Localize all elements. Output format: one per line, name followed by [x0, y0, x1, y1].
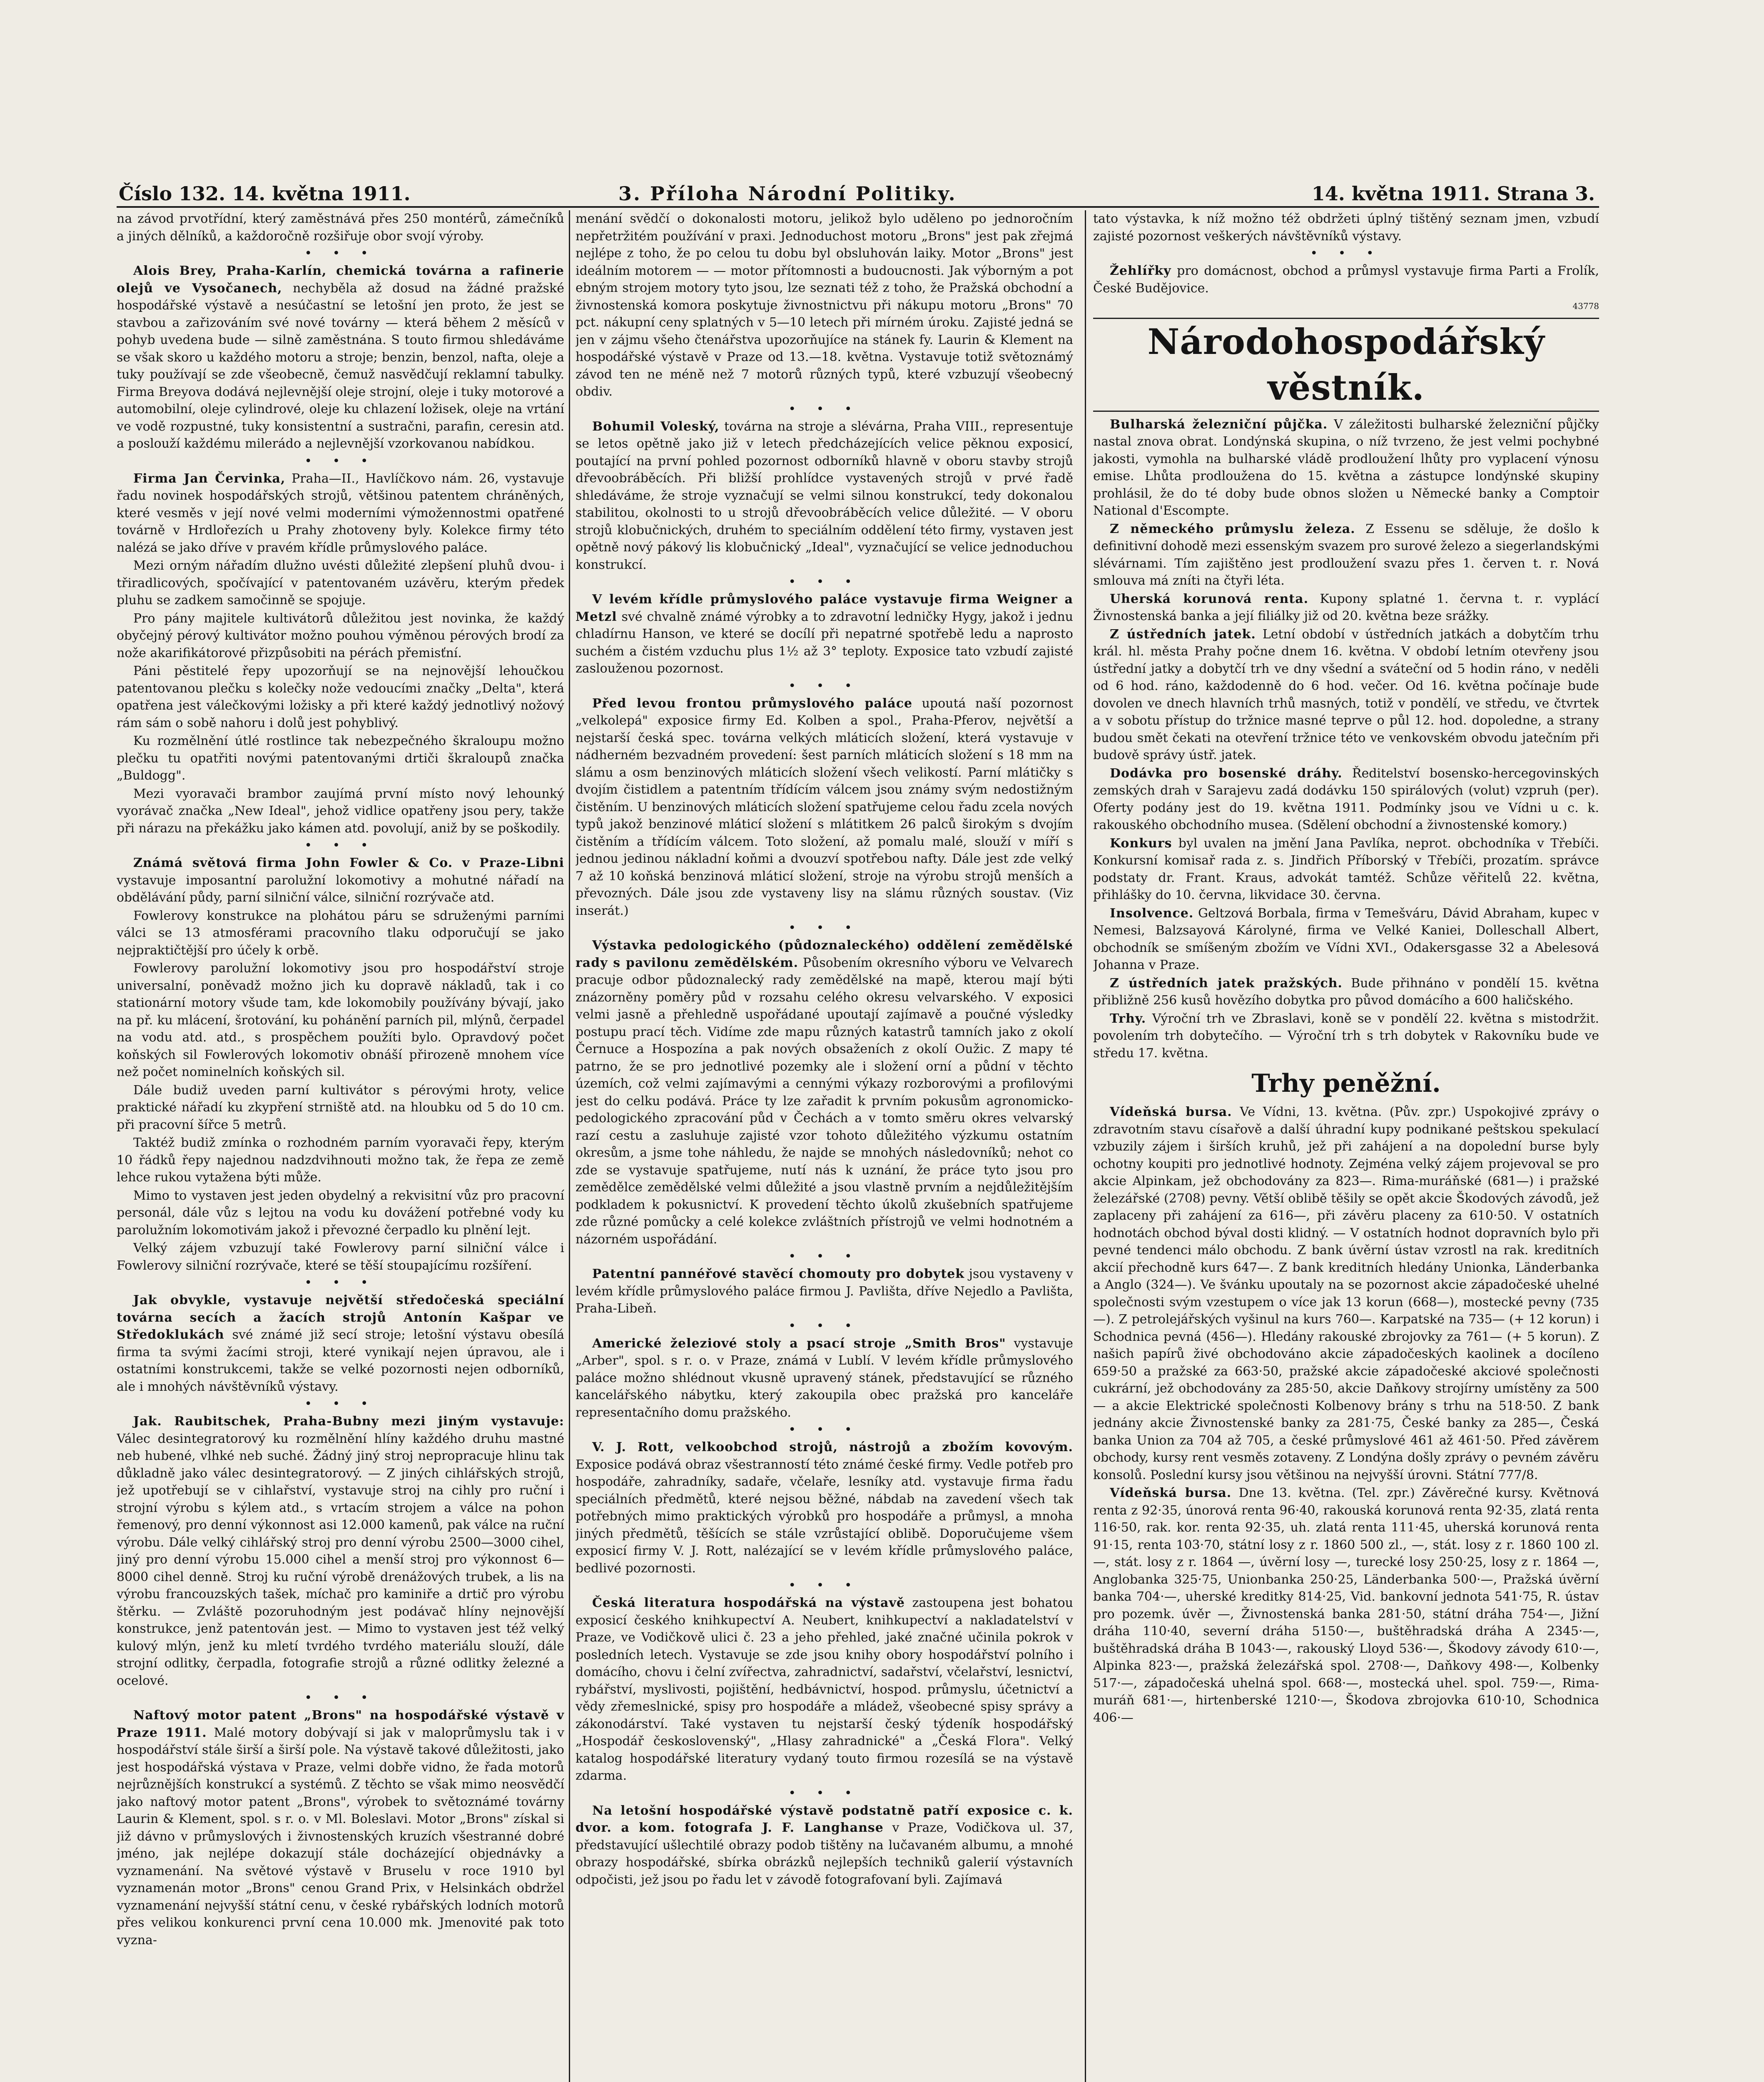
- article-paragraph: V levém křídle průmyslového paláce vystavuje firma Weigner a Metzl své chvalně známé výrobky a to zdravotní ledničky Hygy, jakož i jednu chladírnu Hanson, ve které se docílí při nepatrné spotřebě ledu a naprosto suchém a čistém vzduchu plus 1½ až 3° teploty. Exposice tato vzbudí zajisté zaslouženou pozornost.: [576, 592, 1073, 676]
- market-lead: Vídeňská bursa.: [1110, 1105, 1232, 1119]
- separator-dots: • • •: [788, 1422, 860, 1437]
- article-paragraph: na závod prvotřídní, který zaměstnává přes 250 montérů, zámečníků a jiných dělníků, a každoročně rozšiřuje obor svojí výroby.: [117, 212, 564, 244]
- article-paragraph: Dále budiž uveden parní kultivátor s pérovými hroty, velice praktické nářadí ku zkypření strniště atd. na hloubku od 5 do 10 cm. při pracovní šířce 5 metrů.: [117, 1083, 564, 1132]
- column-divider: [1085, 210, 1086, 2082]
- news-item: Uherská korunová renta. Kupony splatné 1. června t. r. vyplácí Živnostenská banka a její filiálky již od 20. května beze srážky.: [1093, 591, 1599, 623]
- article-lead: Bohumil Voleský,: [592, 419, 720, 434]
- separator-dots: • • •: [304, 453, 376, 468]
- separator-dots: • • •: [788, 1786, 860, 1801]
- article-lead: Naftový motor patent „Brons" na hospodářské výstavě v Praze 1911.: [117, 1708, 564, 1740]
- article-lead: Jak. Raubitschek, Praha-Bubny mezi jiným vystavuje:: [133, 1414, 564, 1429]
- news-lead: Uherská korunová renta.: [1110, 591, 1309, 606]
- article-lead: Žehlířky: [1110, 264, 1171, 278]
- news-lead: Bulharská železniční půjčka.: [1110, 417, 1328, 432]
- page-date-number: 14. května 1911. Strana 3.: [1311, 182, 1595, 205]
- article-lead: Známá světová firma John Fowler & Co. v Praze-Libni: [133, 856, 564, 870]
- news-lead: Z ústředních jatek pražských.: [1110, 976, 1343, 991]
- separator-dots: • • •: [304, 838, 376, 853]
- separator-dots: • • •: [788, 401, 860, 416]
- article-paragraph: Mezi vyoravači brambor zaujímá první místo nový lehounký vyorávač značka „New Ideal", jehož vidlice opatřeny jsou pery, takže při nárazu na překážku jako kámen atd. povolují, aniž by se poškodily.: [117, 786, 564, 836]
- news-item: Konkurs byl uvalen na jmění Jana Pavlíka, neprot. obchodníka v Třebíči. Konkursní komisař rada z. s. Jindřich Příborský v Třebíči, prozatím. správce podstaty dr. Frant. Kraus, advokát tamtéž. Schůze věřitelů 22. května, přihlášky do 10. června, likvidace 30. června.: [1093, 836, 1599, 902]
- article-paragraph: menání svědčí o dokonalosti motoru, jelikož bylo uděleno po jednoročním nepřetržitém používání v praxi. Jednoduchost motoru „Brons" jest pak zřejmá nejlépe z toho, že po celou tu dobu byl obsluhován laiky. Motor „Brons" jest ideálním motorem — — motor přítomnosti a budoucnosti. Jak výborným a pot ebným strojem motory tyto jsou, lze seznati též z toho, že Pražská obchodní a živnostenská komora poskytuje živnostnictvu při nákupu motoru „Brons" 70 pct. nákupní ceny splatných v 5—10 letech při mírném úroku. Zajisté jedná se jen v zájmu všeho čtenářstva upozorňujíce na stánek fy. Laurin & Klement na hospodářské výstavě v Praze od 13.—18. května. Vystavuje totiž světoznámý závod ten ne méně než 7 motorů různých typů, které vzbuzují všeobecný obdiv.: [576, 212, 1073, 399]
- news-lead: Insolvence.: [1110, 906, 1194, 921]
- article-paragraph: Alois Brey, Praha-Karlín, chemická továrna a rafinerie olejů ve Vysočanech, nechyběla až dosud na žádné pražské hospodářské výstavě a nesúčastní se letošní jen proto, že jest se stavbou a zařizováním své nové továrny — která během 2 měsíců v pohyb uvedena bude — silně zaměstnána. S touto firmou shledáváme se však skoro u každého motoru a stroje; benzin, benzol, nafta, oleje a tuky používají se zde všeobecně, čemuž nasvědčují reklamní tabulky. Firma Breyova dodává nejlevnější oleje strojní, oleje i tuky motorové a automobilní, oleje cylindrové, oleje ku chlazení ložisek, oleje na vrtání ve vodě rozpustné, tuky konsistentní a sustračni, parafin, ceresin atd. a poslouží každému milerádo a nejlevnější vzorkovanou nabídkou.: [117, 264, 564, 451]
- news-lead: Z ústředních jatek.: [1110, 627, 1256, 642]
- news-item: Z ústředních jatek. Letní období v ústředních jatkách a dobytčím trhu král. hl. města Prahy počne dnem 16. května. V období letním otevřeny jsou ústřední jatky a dobytčí trh ve dny všední a sváteční od 5 hodin ráno, v neděli od 6 hod. ráno, každodenně do 6 hod. večer. Od 16. května počínaje bude dovolen ve dnech hlavních trhů masných, totiž v pondělí, ve středu, ve čtvrtek a v sobotu přístup do tržnice masné teprve o půl 12. hod. dopoledne, a strany budou smět čekati na otevření tržnice této ve venkovském obvodu jatečním při budově správy ústř. jatek.: [1093, 627, 1599, 762]
- separator-dots: • • •: [304, 1275, 376, 1290]
- article-paragraph: Česká literatura hospodářská na výstavě zastoupena jest bohatou exposicí českého knihkupectví A. Neubert, knihkupectví a nakladatelství v Praze, ve Vodičkově ulici č. 23 a jeho přehled, jaké značné učinila pokrok v posledních letech. Vystavuje se zde jsou knihy obory hospodářství polního i domácího, chovu i čelní zvířectva, zahradnictví, sadařství, včelařství, lesnictví, rybářství, myslivosti, pojištění, hedbávnictví, hospod. průmyslu, účetnictví a vědy zřemeslnické, spisy pro hospodáře a mládež, všeobecné spisy správy a zákonodárství. Také vystaven tu nejstarší český týdeník hospodářský „Hospodář československý", „Hlasy zahradnické" a „Česká Flora". Velký katalog hospodářské literatury vydaný touto firmou rozesílá se na výstavě zdarma.: [576, 1596, 1073, 1783]
- page-header: [119, 183, 1595, 204]
- article-paragraph: Velký zájem vzbuzují také Fowlerovy parní silniční válce i Fowlerovy silniční rozrývače, které se těší stoupajícímu rozšíření.: [117, 1241, 564, 1273]
- supplement-title: 3. Příloha Národní Politiky.: [618, 182, 957, 205]
- article-paragraph: Bohumil Voleský, továrna na stroje a slévárna, Praha VIII., representuje se letos opětně jako již v letech předcházejících velice pěknou exposicí, poutající na první pohled pozornost odborníků hlavně v oboru stavby strojů dřevoobráběcích. Při bližší prohlídce vystavených strojů v prvé řadě shledáváme, že stroje vyznačují se velmi silnou konstrukcí, tedy dokonalou stabilitou, okolnosti to u strojů dřevoobráběcích velice důležité. — V oboru strojů klobučnických, druhém to speciálním oddělení této firmy, vystaven jest opětně nový pákový lis klobučnický „Ideal", vyznačující se velice jednoduchou konstrukcí.: [576, 419, 1073, 572]
- article-paragraph: Fowlerovy konstrukce na plohátou páru se sdruženými parními válci se 13 atmosférami pracovního tlaku odporučují se jako nejpraktičtější pro účely k orbě.: [117, 908, 564, 958]
- article-lead: Jak obvykle, vystavuje největší středočeská speciální továrna secích a žacích strojů Antonín Kašpar ve Středoklukách: [117, 1293, 564, 1342]
- separator-dots: • • •: [788, 678, 860, 693]
- article-lead: Americké železiové stoly a psací stroje „Smith Bros": [592, 1336, 1006, 1351]
- advertisement-paragraph: Žehlířky pro domácnost, obchod a průmysl vystavuje firma Parti a Frolík, České Budějovice.: [1093, 264, 1599, 296]
- article-paragraph: Páni pěstitelé řepy upozorňují se na nejnovější lehoučkou patentovanou plečku s kolečky nože vedoucími značky „Delta", která opatřena jest válečkovými ložisky a při které každý jednotlivý nožový rám sám o sobě nahoru i dolů jest pohyblivý.: [117, 664, 564, 730]
- article-paragraph: Známá světová firma John Fowler & Co. v Praze-Libni vystavuje imposantní parolužní lokomotivy a mohutné nářadí na obdělávání půdy, parní silniční válce, silniční rozrývače atd.: [117, 856, 564, 905]
- article-paragraph: Mimo to vystaven jest jeden obydelný a rekvisitní vůz pro pracovní personál, dále vůz s lejtou na vodu ku dovážení potřebné vody ku parolužním lokomotivám jakož i převozné čerpadlo ku plnění lejt.: [117, 1188, 564, 1238]
- column-divider: [569, 210, 570, 2082]
- article-lead: V levém křídle průmyslového paláce vystavuje firma Weigner a Metzl: [576, 592, 1073, 624]
- news-lead: Konkurs: [1110, 836, 1172, 851]
- separator-dots: • • •: [788, 1318, 860, 1333]
- article-paragraph: Fowlerovy parolužní lokomotivy jsou pro hospodářství stroje universalní, poněvadž možno jich ku dopravě nákladů, tak i co stationární motory všude tam, kde lokomobily používány bývají, jako na př. ku mlácení, šrotování, ku pohánění parních pil, mlýnů, čerpadel na vodu atd. atd., s prospěchem použíti bylo. Opravdový počet koňských sil Fowlerových lokomotiv obnáší přirozeně mnohem více než počet nominelních koňských sil.: [117, 961, 564, 1079]
- article-paragraph: Výstavka pedologického (půdoznaleckého) oddělení zemědělské rady s pavilonu zemědělském. Působením okresního výboru ve Velvarech pracuje odbor půdoznalecký rady zemědělské na mapě, kterou mají býti znázorněny poměry půd v rozsahu celého okresu velvarského. V exposici velmi jasně a přehledně uspořádané upoutají zajímavě a poučné výsledky postupu prací těch. Vidíme zde mapu různých katastrů tamních jako z okolí Černuce a Hospozína a pak nových obsaženích z okolí Oužic. Z mapy té patrno, že se pro jednotlivé pozemky ale i složení orní a půdní v těchto územích, což velmi zajímavými a cennými výkazy rozborovými a profilovými jest do celku podává. Práce ty lze zařadit k prvním pokusům agronomicko-pedologického zpracování půd v Čechách a v tomto směru okres velvarský razí cestu a zasluhuje zajisté vzor tohoto důležitého výzkumu ostatním okresům, a jsme tohe náhledu, že najde se mnohých následovníků; nehot co zde se vystavuje spatřujeme, nutí nás k uznání, že práce tyto jsou pro zemědělce zemědělské velmi důležité a jsou vlastně prvním a nejdůležitějším podkladem k pokusnictví. K provedení těchto úkolů zkušebních spatřujeme zde různé pomůcky a celé kolekce zvláštních přístrojů ve velmi hodnotném a názorném uspořádání.: [576, 938, 1073, 1247]
- section-masthead: Národohospodářský věstník.: [1093, 318, 1599, 412]
- article-paragraph: Pro pány majitele kultivátorů důležitou jest novinka, že každý obyčejný pérový kultivátor možno pouhou výměnou pérových brodí za nože akarifikátorové přizpůsobiti na pérách přemisťní.: [117, 611, 564, 660]
- section-subheading: Trhy peněžní.: [1251, 1069, 1441, 1098]
- article-lead: Výstavka pedologického (půdoznaleckého) oddělení zemědělské rady s pavilonu zemědělském.: [576, 938, 1073, 970]
- news-lead: Z německého průmyslu železa.: [1110, 521, 1355, 536]
- news-item: Insolvence. Geltzová Borbala, firma v Temešváru, Dávid Abraham, kupec v Nemesi, Balzsayová Károlyné, firma ve Velké Kaniei, Dolleschall Albert, obchodník se smíšeným zbožím ve Vídni XVI., Odakersgasse 32 a Abelesová Johanna v Praze.: [1093, 906, 1599, 972]
- article-paragraph: Naftový motor patent „Brons" na hospodářské výstavě v Praze 1911. Malé motory dobývají si jak v maloprůmyslu tak i v hospodářství stále širší a širší pole. Na výstavě takové důležitosti, jako jest hospodářská výstava v Praze, velmi dobře vidno, že řada motorů nejrůznějších konstrukcí a systémů. Z těchto se však mimo neosvědčí jako naftový motor patent „Brons", výrobek to světoznámé továrny Laurin & Klement, spol. s r. o. v Ml. Boleslavi. Motor „Brons" získal si již dávno v průmyslových i živnostenských kruzích všestranné dobré jméno, jak nejlépe dokazují stále docházející objednávky a vyznamenání. Na světové výstavě v Bruselu v roce 1910 byl vyznamenán motor „Brons" cenou Grand Prix, v Helsinkách obdržel vyznamenání nejvyšší státní cenu, v české rybářských lodních motorů přes velikou konkurenci první cena 10.000 mk. Jmenovité pak toto vyzna-: [117, 1708, 564, 1948]
- news-item: Z německého průmyslu železa. Z Essenu se sděluje, že došlo k definitivní dohodě mezi essenským svazem pro surové železo a siegerlandskými slévárnami. Tím zajištěno jest prodloužení svazu přes 1. červen t. r. Nová smlouva má zníti na čtyři léta.: [1093, 521, 1599, 588]
- article-lead: Česká literatura hospodářská na výstavě: [592, 1596, 905, 1610]
- article-paragraph: Americké železiové stoly a psací stroje „Smith Bros" vystavuje „Arber", spol. s r. o. v Praze, známá v Lublí. V levém křídle průmyslového paláce možno shlédnout vkusně upravený stánek, představující se různého kancelářského nábytku, který zakoupila obec pražská pro kanceláře representačního domu pražského.: [576, 1336, 1073, 1420]
- article-lead: Patentní pannéřové stavěcí chomouty pro dobytek: [592, 1267, 965, 1281]
- column-1: [117, 210, 564, 2082]
- news-item: Dodávka pro bosenské dráhy. Ředitelství bosensko-hercegovinských zemských drah v Sarajevu zadá dodávku 150 spirálových (volut) vzpruh (per). Oferty podány jest do 19. května 1911. Podmínky jsou ve Vídni u c. k. rakouského obchodního musea. (Sdělení obchodní a živnostenské komory.): [1093, 766, 1599, 832]
- article-paragraph: Na letošní hospodářské výstavě podstatně patří exposice c. k. dvor. a kom. fotografa J. F. Langhanse v Praze, Vodičkova ul. 37, představující ušlechtilé obrazy podob tištěny na lučavaném albumu, a mnohé obrazy hospodářské, sbírka obrázků nejlepších techniků galerií výstavních odpočisti, jež jsou po řadu let v závodě fotografovaní byli. Zajímavá: [576, 1803, 1073, 1887]
- header-rule: [117, 206, 1599, 208]
- article-paragraph: V. J. Rott, velkoobchod strojů, nástrojů a zbožím kovovým. Exposice podává obraz všestranností této známé české firmy. Vedle potřeb pro hospodáře, zahradníky, sadaře, včelaře, lesníky atd. vystavuje firma řadu speciálních předmětů, které nejsou běžné, nábdab na zavedení všech tak potřebných mimo praktických výrobků pro hospodáře a průmysl, a mnoha jiných předmětů, těšících se stále vzrůstající oblibě. Doporučujeme všem exposicí firmy V. J. Rott, nalézající se v levém křídle průmyslového paláce, bedlivé pozornosti.: [576, 1440, 1073, 1576]
- separator-dots: • • •: [304, 1691, 376, 1705]
- article-lead: Na letošní hospodářské výstavě podstatně patří exposice c. k. dvor. a kom. fotografa J. F. Langhanse: [576, 1803, 1073, 1835]
- separator-dots: • • •: [1310, 246, 1382, 261]
- article-paragraph: Firma Jan Červinka, Praha—II., Havlíčkovo nám. 26, vystavuje řadu novinek hospodářských strojů, většinou patentem chráněných, které vesměs v její nové velmi moderními výmožennostmi opatřené továrně v Hrdlořezích u Prahy zhotoveny byly. Kolekce firmy této nalézá se jako dříve v pravém křídle průmyslového paláce.: [117, 471, 564, 555]
- separator-dots: • • •: [788, 1249, 860, 1264]
- article-lead: V. J. Rott, velkoobchod strojů, nástrojů a zbožím kovovým.: [592, 1440, 1073, 1454]
- article-lead: Před levou frontou průmyslového paláce: [592, 696, 913, 711]
- issue-number-date: Číslo 132. 14. května 1911.: [119, 182, 411, 205]
- news-lead: Trhy.: [1110, 1011, 1146, 1026]
- market-report: Vídeňská bursa. Ve Vídni, 13. května. (Pův. zpr.) Uspokojivé zprávy o zdravotním stavu císařově a další úhradní kupy podnikané peštskou spekulací vzbuzily zájem i širších kruhů, jež při zahájení a na dopolední burse byly ochotny koupiti pro jednotlivé hodnoty. Zejména velký zájem projevoval se pro akcie Alpinkam, jež obchodovány za 823—. Rima-muráňské (681—) i pražské železářské (2708) pevny. Větší oblibě těšily se opět akcie Škodových závodů, jež zaplaceny při zahájení za 616—, při závěru placeny za 610·50. V ostatních hodnotách obchod býval dosti klidný. — V ostatních hodnot dopravních bylo při pevné tendenci málo obchodu. Z bank úvěrní ústav vzrostl na rak. kreditních akcií přechodně kurs 647—. Z bank kreditních hledány Unionka, Länderbanka a Anglo (324—). Ve švánku upoutaly na se pozornost akcie západočeské uhelné společnosti svým vzestupem o více jak 13 korun (668—), mostecké pevny (735—). Z petrolejářských vyšinul na kurs 760—. Karpatské na 735— (+ 12 korun) i Schodnica pevná (456—). Hledány rakouské zbrojovky za 761— (+ 5 korun). Z našich papírů živé obchodováno akcie západočeských kaolinek a docíleno 659·50 a pražské za 663·50, pražské akcie západočeské akciové společnosti cukrární, jež obchodovány za 285·50, akcie Daňkovy strojírny umístěny za 500— a akcie Elektrické společnosti Kolbenovy brány s trhu na 518·50. Z bank jednány akcie Živnostenské banky za 281·75, České banky za 285—, Česká banka Union za 704 až 705, a české průmyslové 461 až 461·50. Před závěrem obchody, kursy rent vesměs zotaveny. Z Londýna došly zprávy o pevném závěru konsolů. Poslední kursy jsou většinou na nejvyšší úrovni. Státní 777/8.: [1093, 1105, 1599, 1482]
- article-paragraph: Před levou frontou průmyslového paláce upoutá naší pozornost „velkolepá" exposice firmy Ed. Kolben a spol., Praha-Pferov, největší a nejstarší česká spec. továrna velkých mláticích složení, která vystavuje v nádherném bezvadném provedení: šest parních mláticích složení s 18 mm na slámu a osm benzinových mláticích složení všech velikostí. Parní mlátičky s dvojím čistidlem a patentním třídícím válcem jsou známy svým nedostižným čistěním. U benzinových mláticích složení spatřujeme celou řadu zcela nových typů jakož benzinové mláticí složení s mlátitkem 26 palců širokým s dvojím čistěním a třídícím válcem. Toto složení, až pomalu malé, slouží v míří s jednou jedinou nákladní koňmi a dvouzví spotřebou nafty. Dále jest zde velký 7 až 10 koňská benzinová mláticí složení, stroje na výrobu strojů menších a převozných. Dále jsou zde vystaveny lisy na slámu různých soustav. (Viz inserát.): [576, 696, 1073, 918]
- article-paragraph: Jak. Raubitschek, Praha-Bubny mezi jiným vystavuje: Válec desintegratorový ku rozmělnění hlíny každého druhu mastné neb hubené, vlhké neb suché. Žádný jiný stroj nepropracuje hlinu tak důkladně jako válec desintegratorový. — Z jiných cihlářských strojů, jež upotřebují se v cihlařství, vystavuje stroj na cihly pro ruční i strojní výrobu s kýlem atd., s vrtacím strojem a válce na pohon řemenový, pro denní výkonnost asi 12.000 kamenů, pak válce na ruční výrobu. Dále velký cihlářský stroj pro denní výrobu 2500—3000 cihel, jiný pro denní výrobu 15.000 cihel a menší stroj pro výkonnost 6—8000 cihel denně. Stroj ku ruční výrobě drenážových trubek, a lis na výrobu francouzských tašek, míchač pro kaminiře a drtič pro výrobu štěrku. — Zvláště pozoruhodným jest podávač hlíny nejnovější konstrukce, jenž patentován jest. — Mimo to vystaven jest též velký kulový mlýn, jenž ku mletí tvrdého tvrdého materiálu slouží, dále strojní odlitky, čerpadla, fotografie strojů a různé odlitky železné a ocelové.: [117, 1414, 564, 1688]
- article-paragraph: Taktéž budiž zmínka o rozhodném parním vyoravači řepy, kterým 10 řádků řepy najednou nadzdvihnouti možno tak, že řepa ze země lehce rukou vytažena býti může.: [117, 1136, 564, 1185]
- news-item: Bulharská železniční půjčka. V záležitosti bulharské železniční půjčky nastal znova obrat. Londýnská skupina, o níž tvrzeno, že jest velmi pochybné jakosti, vymohla na bulharské vládě prodloužení lhůty pro vyplacení výnosu emise. Lhůta prodloužena do 15. května a zástupce londýnské skupiny prohlásil, že do té doby bude obnos složen u Německé banky a Comptoir National d'Escompte.: [1093, 417, 1599, 518]
- article-paragraph: tato výstavka, k níž možno též obdržeti úplný tištěný seznam jmen, vzbudí zajisté pozornost veškerých návštěvníků výstavy.: [1093, 212, 1599, 244]
- article-paragraph: Ku rozmělnění útlé rostlince tak nebezpečného škraloupu možno plečku tu opatřiti novými patentovanými drtiči škraloupů značka „Buldogg".: [117, 734, 564, 783]
- article-lead: Firma Jan Červinka,: [133, 471, 286, 486]
- news-item: Z ústředních jatek pražských. Bude přihnáno v pondělí 15. května přibližně 256 kusů hovězího dobytka pro původ domácího a 600 haličského.: [1093, 976, 1599, 1008]
- market-lead: Vídeňská bursa.: [1110, 1486, 1232, 1500]
- separator-dots: • • •: [304, 1397, 376, 1411]
- separator-dots: • • •: [304, 246, 376, 261]
- article-paragraph: Patentní pannéřové stavěcí chomouty pro dobytek jsou vystaveny v levém křídle průmyslového paláce firmou J. Pavlišta, dříve Nejedlo a Pavlišta, Praha-Libeň.: [576, 1267, 1073, 1316]
- article-paragraph: Jak obvykle, vystavuje největší středočeská speciální továrna secích a žacích strojů Antonín Kašpar ve Středoklukách své známé již secí stroje; letošní výstavu obesílá firma ta svými žacími stroji, které vynikají nejen úpravou, ale i ostatními konstrukcemi, takže se velké pozornosti nejen odborníků, ale i mnohých návštěvníků výstavy.: [117, 1293, 564, 1394]
- article-paragraph: Mezi orným nářadím dlužno uvésti důležité zlepšení pluhů dvou- i třiradlicových, spočívající v patentovaném uzávěru, kterým předek pluhu se zadkem samočinně se spojuje.: [117, 558, 564, 608]
- market-report: Vídeňská bursa. Dne 13. května. (Tel. zpr.) Závěrečné kursy. Květnová renta z 92·35, únorová renta 96·40, rakouská korunová renta 92·35, zlatá renta 116·50, rak. kor. renta 92·35, uh. zlatá renta 111·45, uherská korunová renta 91·15, renta 103·70, státní losy z r. 1860 500 zl., —, stát. losy z r. 1860 100 zl. —, stát. losy z r. 1864 —, úvěrní losy —, turecké losy 250·25, losy z r. 1864 —, Anglobanka 325·75, Unionbanka 250·25, Länderbanka 500·—, Pražská úvěrní banka 704·—, uherské kreditky 814·25, Vid. bankovní jednota 541·75, R. ústav pro pozemk. úvěr —, Živnostenská banka 281·50, státní dráha 754·—, Jižní dráha 110·40, severní dráha 5150·—, buštěhradská dráha A 2345·—, buštěhradská dráha B 1043·—, rakouský Lloyd 536·—, Škodovy závody 610·—, Alpinka 823·—, pražská železářská spol. 2708·—, Daňkovy 498·—, Kolbenky 517·—, západočeská uhelná spol. 668·—, mostecká uhel. spol. 759·—, Rima-muráň 681·—, hirtenberské 1210·—, Škodova zbrojovka 610·10, Schodnica 406·—: [1093, 1486, 1599, 1725]
- column-3: [1093, 210, 1599, 2082]
- separator-dots: • • •: [788, 921, 860, 935]
- separator-dots: • • •: [788, 1578, 860, 1593]
- advert-number: 43778: [1572, 301, 1599, 311]
- separator-dots: • • •: [788, 575, 860, 589]
- column-2: [576, 210, 1073, 2082]
- news-lead: Dodávka pro bosenské dráhy.: [1110, 766, 1343, 781]
- article-lead: Alois Brey, Praha-Karlín, chemická továrna a rafinerie olejů ve Vysočanech,: [117, 264, 564, 296]
- news-item: Trhy. Výroční trh ve Zbraslavi, koně se v pondělí 22. května s mistodržit. povolením trh dobytečího. — Výroční trh s trh dobytek v Rakovníku bude ve středu 17. května.: [1093, 1011, 1599, 1061]
